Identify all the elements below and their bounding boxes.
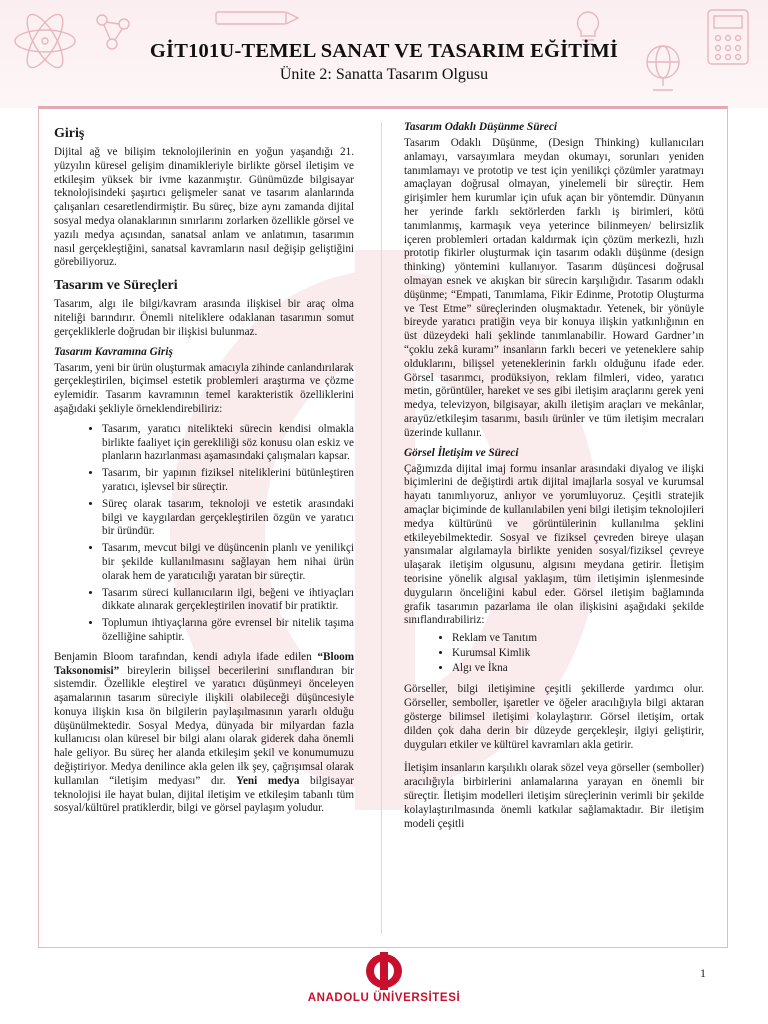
university-logo [270, 952, 498, 1012]
university-name: ANADOLU ÜNİVERSİTESİ [307, 992, 461, 1004]
paragraph-gorseller: Görseller, bilgi iletişimine çeşitli şekillerde yardımcı olur. Görseller, semboller, işaretler ve öğeler aracılığıyla bilgi aktaran gösterge bilimsel iletişimi kolaylaştırır. Görsel iletişim, ortak dilden çok daha derin bir düzeyde gerçekleşir, ilgiyi geliştirir, duyguları etkiler ve kültürel kavramları akla getirir. [404, 683, 704, 751]
column-divider [381, 122, 382, 934]
heading-gorsel-iletisim: Görsel İletişim ve Süreci [404, 446, 519, 459]
paragraph-kavram: Tasarım, yeni bir ürün oluşturmak amacıyla zihinde canlandırılarak gerçekleştirilen, biçimsel estetik problemleri araştırma ve çözme eylemidir. Tasarım kavramının temel karakteristik özelliklerini aşağıdaki şekliyle örneklendirebiliriz: [54, 361, 354, 415]
pazarlama-bullet-list [404, 632, 704, 675]
paragraph-bloom [54, 651, 354, 817]
anadolu-logo-icon [359, 952, 409, 990]
tasarim-bullet-list [54, 423, 354, 645]
left-column [54, 120, 354, 820]
list-item: • Tasarım süreci kullanıcıların ilgi, beğeni ve ihtiyaçları dikkate alınarak gerçekleştirilen inovatif bir pratiktir. [102, 587, 354, 615]
page-subtitle: Ünite 2: Sanatta Tasarım Olgusu [279, 66, 489, 83]
list-item: • Toplumun ihtiyaçlarına göre evrensel bir nitelik taşıma özelliğine sahiptir. [102, 617, 354, 645]
list-item: • Kurumsal Kimlik [452, 647, 704, 661]
paragraph-gorsel-iletisim: Çağımızda dijital imaj formu insanlar arasındaki diyalog ve ilişki biçimlerini de değiştirdi artık dijital imajlarla sosyal ve kurumsal hayatı tanımlıyoruz, anlıyor ve yorumluyoruz. Çeşitli stratejik amaçlar biçiminde de kullanılabilen yeni bilgi iletişim teknolojileri medya kültürünü ve görüntülerinin kullanılma şeklini etkileyebilmektedir. Sosyal ve fiziksel çevreden bireye ulaşan yansımalar algılamayla birlikte yeniden sosyal/fiziksel çevreye ulaşarak iletişim olgusunu, algısını meydana getirir. İletişim teorisine yönelik algısal yaklaşım, tüm iletişimin işlenmesinde duyguların önceliğini kabul eder. Görsel iletişim bağlamında grafik tasarımın pazarlama ile olan ilişkisini aşağıdaki şekilde sınıflandırabiliriz: [404, 462, 704, 627]
list-item: • Tasarım, bir yapının fiziksel niteliklerini bütünleştiren yaratıcı, işlevsel bir süreçtir. [102, 467, 354, 495]
list-item: • Süreç olarak tasarım, teknoloji ve estetik arasındaki bilgi ve kaygılardan gerçekleştirilen özgün ve yaratıcı bir üründür. [102, 498, 354, 539]
page-number: 1 [700, 966, 706, 980]
list-item: • Algı ve İkna [452, 662, 704, 676]
list-item: • Tasarım, yaratıcı nitelikteki sürecin kendisi olmakla birlikte faaliyet için gerekliliği söz konusu olan eskiz ve planların hazırlanması aşamasındaki çalışmaları kapsar. [102, 423, 354, 464]
bloom-taksonomisi-term: “Bloom Taksonomisi” [54, 650, 354, 677]
yeni-medya-term: Yeni medya [236, 774, 300, 787]
paragraph-design-thinking: Tasarım Odaklı Düşünme, (Design Thinking) kullanıcıları anlamayı, varsayımlara meydan okumayı, sorunları yeniden tanımlamayı ve prototip ve test için yenilikçi çözümler yaratmayı amaçlayan doğrusal olmayan, yinelemeli bir süreçtir. Hem girişimler hem kurumlar için ufuk açan bir yöntemdir. Dünyanın her yerinde farklı sektörlerden farklı iş birimleri, kötü tanımlanmış, karmaşık veya yeterince bilinmeyen/ belirsizlik içeren problemleri ortadan kaldırmak için çözüm merkezli, hızlı prototip fikirler oluşturmak için tasarım odaklı düşünme (design thinking) yöntemini kullanıyor. Tasarım düşüncesi doğrusal olmayan esnek ve akışkan bir sürecin karşılığıdır. Tasarım odaklı düşünme; “Empati, Tanımlama, Fikir Edinme, Prototip Oluşturma ve Test Etme” süreçlerinden oluşmaktadır. Yetenek, bir yönüyle bireyde yaratıcı pratiğin veya bir konuya ilişkin yatkınlığının en üst düzeydeki hali şeklinde tanımlanabilir. Howard Gardner’ın “çoklu zekâ kuramı” insanların farklı beceri ve yeteneklere sahip olduklarını, bilişsel yeteneklerinin farklı olduğunu ifade eder. Görsel tasarımcı, prodüksiyon, reklam filmleri, video, yaratıcı metin, görüntüler, hareket ve ses gibi iletişim araçlarını gerek yeni medya, televizyon, bilgisayar, akıllı iletişim araçları ve mekânlar, arayüz/etkileşim tasarımı, basılı ürünler ve tüm iletişim mecraları üzerinde kullanır. [404, 137, 704, 439]
right-column [404, 120, 704, 835]
heading-tasarim-surecleri: Tasarım ve Süreçleri [54, 278, 178, 294]
paragraph-giris: Dijital ağ ve bilişim teknolojilerinin en yoğun yaşandığı 21. yüzyılın küresel gelişim dinamikleriyle birlikte görsel iletişim ve etkileşim yüksek bir ivme kazanmıştır. Günümüzde bilgisayar teknolojisindeki şaşırtıcı gelişmeler sanat ve tasarım alanlarında çalışanları cesaretlendirmiştir. Bu süreç, bize aynı zamanda dijital sosyal medya olanaklarının sınırlarını zorlarken özellikle görsel ve yazılı medya açısından, sanatsal anlam ve anlatımın, tasarımın nasıl gerçekleştiğini, sanatsal kavramların nasıl değişip geliştiğini görebiliyoruz. [54, 146, 354, 269]
list-item: • Tasarım, mevcut bilgi ve düşüncenin planlı ve yenilikçi bir şekilde kullanılmasını sağlayan hem nihai ürün olarak hem de yaratıcılığı yaratan bir süreçtir. [102, 542, 354, 583]
paragraph-iletisim: İletişim insanların karşılıklı olarak sözel veya görseller (semboller) aracılığıyla birbirlerini anlamalarına yarayan en önemli bir süreçtir. İletişim modelleri iletişim süreçlerinin verimli bir şekilde kolaylaştırılmasında önemli katkılar sağlamaktadır. Bir iletişim modeli çeşitli [404, 762, 704, 830]
bloom-text-start: Benjamin Bloom tarafından, kendi adıyla ifade edilen [54, 650, 318, 663]
pencil-icon [212, 2, 302, 36]
bloom-text-end: bilgisayar teknolojisi ile hayat bulan, dijital iletişim ve etkileşim tabanlı tüm sosyal/kültürel pratiklerdir, bilgi ve görsel paylaşım yoludur. [54, 774, 354, 815]
paragraph-tasarim: Tasarım, algı ile bilgi/kavram arasında ilişkisel bir araç olma niteliği barındırır. Önemli niteliklere odaklanan tasarımın somut gerçekliklerle doğrudan bir ilişkisi bulunmaz. [54, 298, 354, 338]
header-band [0, 0, 768, 108]
heading-tasarim-odakli-dusunme: Tasarım Odaklı Düşünme Süreci [404, 121, 558, 133]
list-item: • Reklam ve Tanıtım [452, 632, 704, 646]
bloom-text-middle: bireylerin bilişsel becerilerini sınıflandıran bir sistemdir. Özellikle eleştirel ve yaratıcı düşünmeyi önceleyen aşamalarının tasarım süreciyle ilişkili olabileceği düşüncesiyle konuya ilişkin kısa ön bilgilerin paylaşılmasının yararlı olduğu düşünülmektedir. Sosyal Medya, dünyada bir milyardan fazla kullanıcısı olan küresel bir bilgi alanı olarak giderek daha önemli hale geliyor. Bu süreç her alanda etkileşim şekil ve konumumuzu değiştiriyor. Medya denilince akla gelen ilk şey, çağrışımsal olarak kullanılan “iletişim medyası” dır. [54, 664, 354, 787]
page-title: GİT101U-TEMEL SANAT VE TASARIM EĞİTİMİ [149, 40, 619, 62]
heading-tasarim-kavramina-giris: Tasarım Kavramına Giriş [54, 345, 173, 358]
heading-giris: Giriş [54, 126, 85, 141]
